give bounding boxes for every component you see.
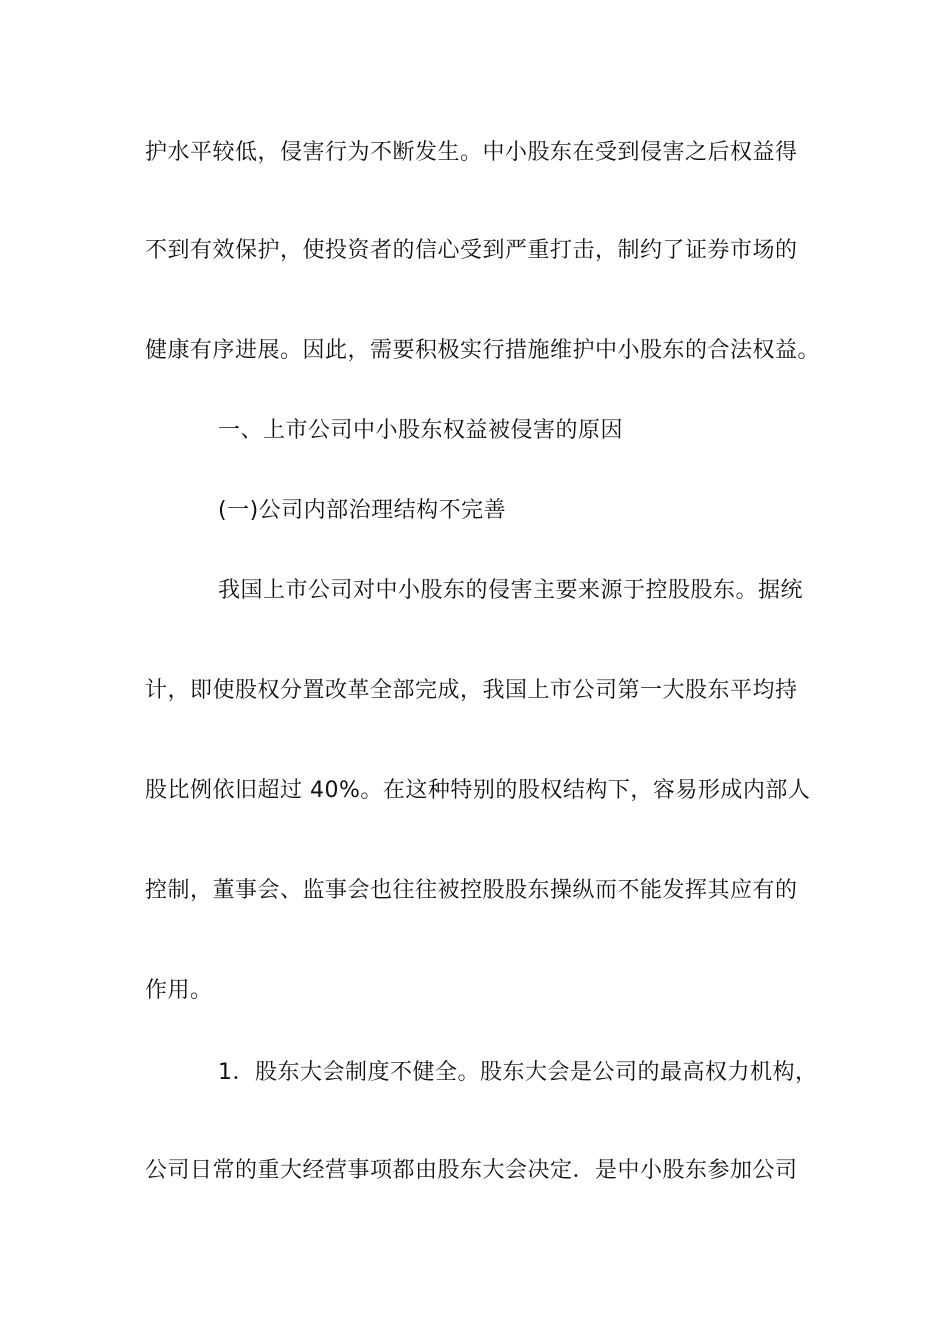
paragraph-line: 控制，董事会、监事会也往往被控股股东操纵而不能发挥其应有的 <box>145 878 798 903</box>
paragraph-line: 公司日常的重大经营事项都由股东大会决定．是中小股东参加公司 <box>145 1158 798 1183</box>
paragraph-line: 我国上市公司对中小股东的侵害主要来源于控股股东。据统 <box>218 578 804 603</box>
paragraph-line: 健康有序进展。因此，需要积极实行措施维护中小股东的合法权益。 <box>145 338 821 363</box>
paragraph-line: 作用。 <box>145 978 213 1003</box>
paragraph-line: 不到有效保护，使投资者的信心受到严重打击，制约了证券市场的 <box>145 238 798 263</box>
list-item-line: 1．股东大会制度不健全。股东大会是公司的最高权力机构， <box>218 1060 818 1085</box>
subsection-heading: (一)公司内部治理结构不完善 <box>218 498 507 523</box>
section-heading: 一、上市公司中小股东权益被侵害的原因 <box>218 418 624 443</box>
paragraph-line: 股比例依旧超过 40%。在这种特别的股权结构下，容易形成内部人 <box>145 778 811 803</box>
paragraph-line: 护水平较低，侵害行为不断发生。中小股东在受到侵害之后权益得 <box>145 140 798 165</box>
paragraph-line: 计，即使股权分置改革全部完成，我国上市公司第一大股东平均持 <box>145 678 798 703</box>
